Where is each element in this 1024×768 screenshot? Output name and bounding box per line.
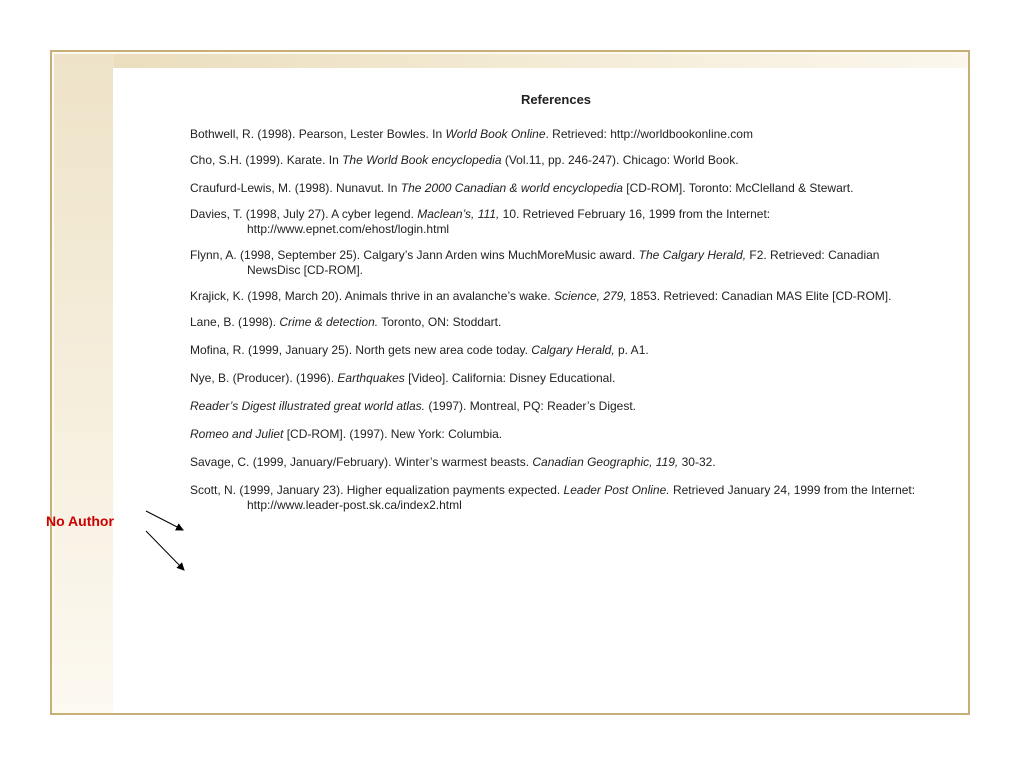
reference-item-no-author xyxy=(190,399,930,414)
reference-item xyxy=(190,248,930,278)
reference-item xyxy=(190,315,930,330)
ref-title-italic: Crime & detection. xyxy=(279,315,379,329)
ref-title-italic: Science, 279, xyxy=(553,289,627,303)
ref-text: [CD-ROM]. (1997). New York: Columbia. xyxy=(283,427,503,441)
reference-item xyxy=(190,153,930,168)
ref-title-italic: Earthquakes xyxy=(337,371,405,385)
reference-item xyxy=(190,483,930,513)
ref-text: . Retrieved: http://worldbookonline.com xyxy=(545,127,753,141)
ref-text: Lane, B. (1998). xyxy=(190,315,280,329)
ref-text: Bothwell, R. (1998). Pearson, Lester Bowles. In xyxy=(190,127,446,141)
ref-text: Davies, T. (1998, July 27). A cyber legend. xyxy=(190,207,418,221)
ref-title-italic: Canadian Geographic, 119, xyxy=(532,455,679,469)
reference-list xyxy=(190,127,930,524)
reference-item xyxy=(190,181,930,196)
ref-text: (Vol.11, pp. 246-247). Chicago: World Book. xyxy=(501,153,739,167)
reference-item xyxy=(190,455,930,470)
frame-shade-left xyxy=(54,54,114,711)
reference-item xyxy=(190,127,930,142)
ref-title-italic: Maclean’s, 111, xyxy=(417,207,500,221)
page-title: References xyxy=(520,92,592,107)
ref-text: (1997). Montreal, PQ: Reader’s Digest. xyxy=(425,399,636,413)
ref-title-italic: Romeo and Juliet xyxy=(190,427,284,441)
ref-title-italic: Leader Post Online. xyxy=(563,483,670,497)
ref-text: Nye, B. (Producer). (1996). xyxy=(190,371,338,385)
ref-text: 10. Retrieved February 16, 1999 from the Internet: http://www.epnet.com/ehost/login.html xyxy=(247,207,771,236)
reference-item xyxy=(190,289,930,304)
ref-text: Flynn, A. (1998, September 25). Calgary’s Jann Arden wins MuchMoreMusic award. xyxy=(190,248,639,262)
ref-text: 30-32. xyxy=(678,455,716,469)
ref-title-italic: The 2000 Canadian & world encyclopedia xyxy=(400,181,623,195)
ref-title-italic: Reader’s Digest illustrated great world atlas. xyxy=(190,399,426,413)
ref-text: Cho, S.H. (1999). Karate. In xyxy=(190,153,343,167)
ref-text: Krajick, K. (1998, March 20). Animals thrive in an avalanche’s wake. xyxy=(190,289,554,303)
ref-title-italic: The Calgary Herald, xyxy=(638,248,747,262)
ref-text: Toronto, ON: Stoddart. xyxy=(378,315,502,329)
reference-item xyxy=(190,343,930,358)
ref-text: Mofina, R. (1999, January 25). North gets new area code today. xyxy=(190,343,532,357)
ref-title-italic: World Book Online xyxy=(445,127,546,141)
ref-title-italic: Calgary Herald, xyxy=(531,343,615,357)
ref-text: Craufurd-Lewis, M. (1998). Nunavut. In xyxy=(190,181,401,195)
ref-text: Retrieved January 24, 1999 from the Internet: http://www.leader-post.sk.ca/index2.html xyxy=(247,483,916,512)
reference-item xyxy=(190,207,930,237)
reference-item xyxy=(190,371,930,386)
no-author-annotation: No Author xyxy=(46,513,114,529)
ref-text: [Video]. California: Disney Educational. xyxy=(404,371,616,385)
ref-text: [CD-ROM]. Toronto: McClelland & Stewart. xyxy=(622,181,854,195)
ref-title-italic: The World Book encyclopedia xyxy=(342,153,502,167)
ref-text: 1853. Retrieved: Canadian MAS Elite [CD-ROM]. xyxy=(626,289,892,303)
reference-item-no-author xyxy=(190,427,930,442)
ref-text: Savage, C. (1999, January/February). Winter’s warmest beasts. xyxy=(190,455,533,469)
ref-text: F2. Retrieved: Canadian NewsDisc [CD-ROM]. xyxy=(247,248,880,277)
ref-text: Scott, N. (1999, January 23). Higher equalization payments expected. xyxy=(190,483,564,497)
ref-text: p. A1. xyxy=(614,343,649,357)
